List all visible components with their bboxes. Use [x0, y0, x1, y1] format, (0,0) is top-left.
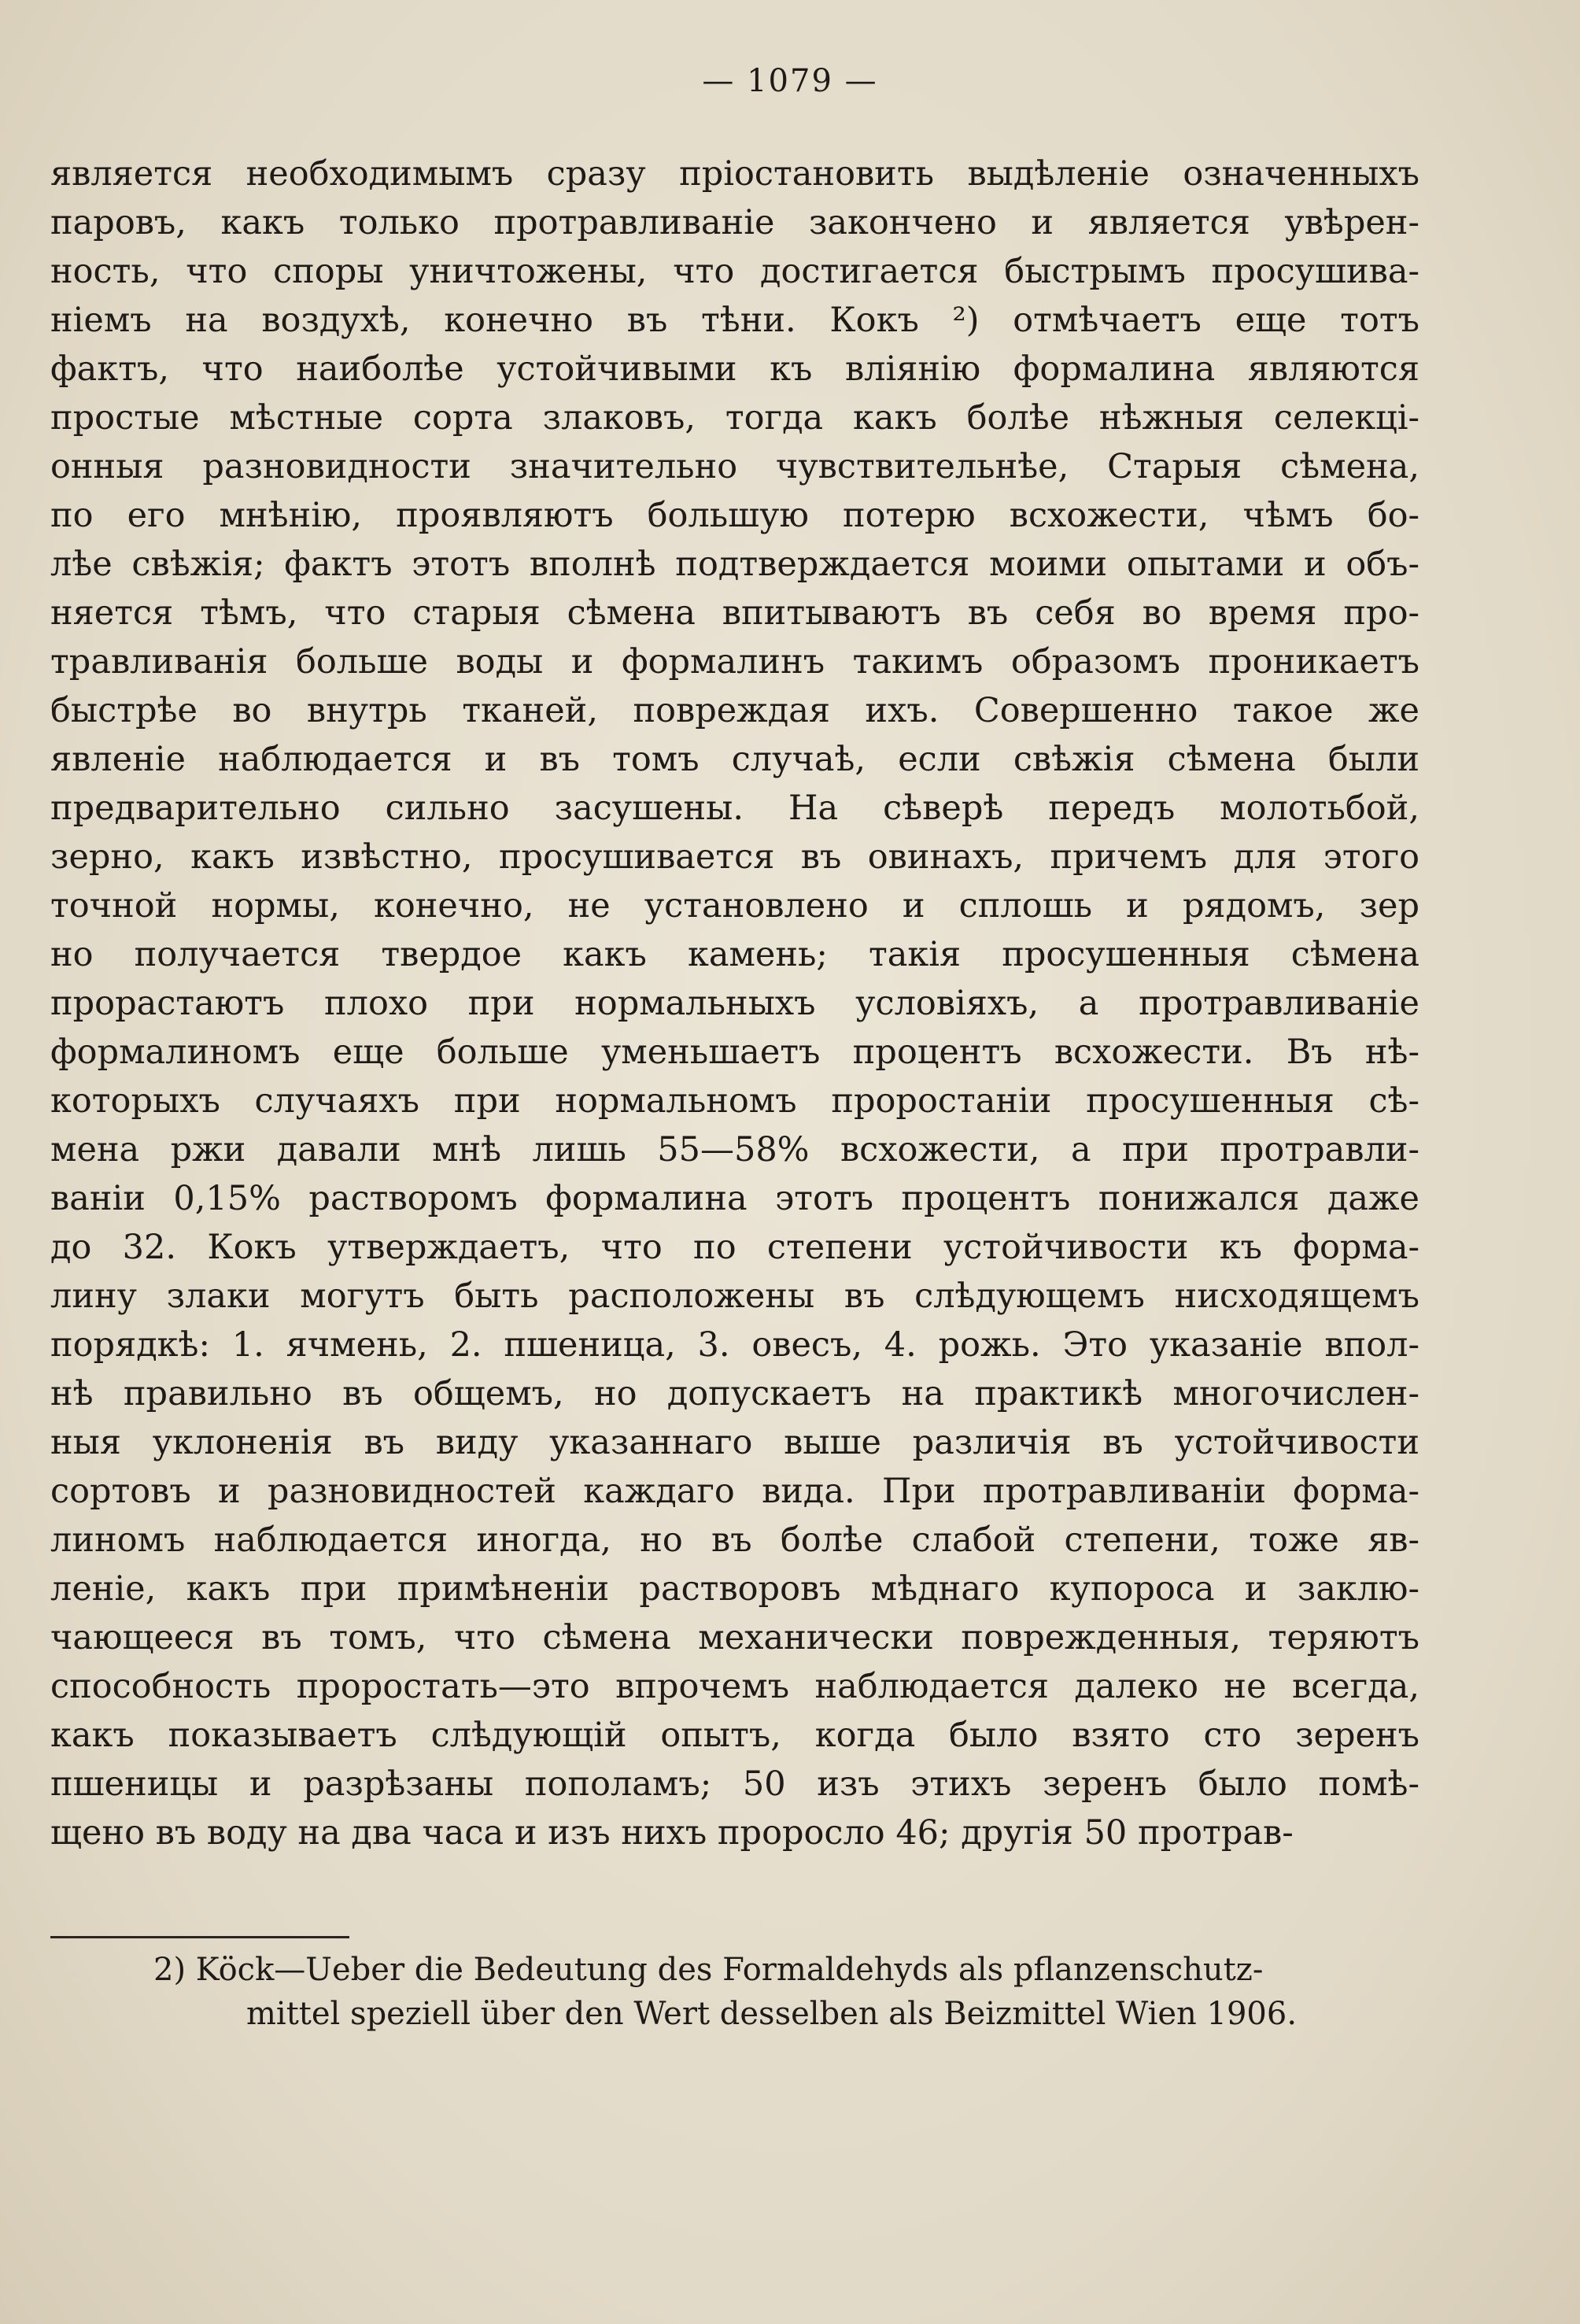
text-line: нѣ правильно въ общемъ, но допускаетъ на практикѣ многочислен-: [50, 1374, 1419, 1413]
text-line: травливанія больше воды и формалинъ такимъ образомъ проникаетъ: [50, 642, 1419, 682]
text-line: какъ показываетъ слѣдующій опытъ, когда было взято сто зеренъ: [50, 1716, 1419, 1755]
text-line: фактъ, что наиболѣе устойчивыми къ вліянію формалина являются: [50, 349, 1419, 389]
text-line: зерно, какъ извѣстно, просушивается въ овинахъ, причемъ для этого: [50, 837, 1419, 877]
text-line: способность проростать—это впрочемъ наблюдается далеко не всегда,: [50, 1667, 1419, 1706]
text-line: предварительно сильно засушены. На сѣверѣ передъ молотьбой,: [50, 789, 1419, 828]
footnote: [153, 1948, 1428, 2036]
text-line: пшеницы и разрѣзаны пополамъ; 50 изъ этихъ зеренъ было помѣ-: [50, 1764, 1419, 1804]
body-text: [50, 150, 1419, 1857]
footnote-line: 2) Köck—Ueber die Bedeutung des Formaldehyds als pflanzenschutz-: [153, 1952, 1264, 1988]
text-line: лину злаки могутъ быть расположены въ слѣдующемъ нисходящемъ: [50, 1277, 1419, 1316]
text-line: леніе, какъ при примѣненіи растворовъ мѣднаго купороса и заклю-: [50, 1569, 1419, 1609]
text-line: щено въ воду на два часа и изъ нихъ проросло 46; другія 50 протрав-: [50, 1813, 1294, 1853]
text-line: но получается твердое какъ камень; такія просушенныя сѣмена: [50, 935, 1419, 974]
text-line: онныя разновидности значительно чувствительнѣе, Старыя сѣмена,: [50, 447, 1419, 486]
footnote-rule: [50, 1936, 349, 1938]
text-line: является необходимымъ сразу пріостановить выдѣленіе означенныхъ: [50, 154, 1419, 194]
text-line: по его мнѣнію, проявляютъ большую потерю всхожести, чѣмъ бо-: [50, 496, 1419, 535]
text-line: явленіе наблюдается и въ томъ случаѣ, если свѣжія сѣмена были: [50, 740, 1419, 779]
text-line: порядкѣ: 1. ячмень, 2. пшеница, 3. овесъ, 4. рожь. Это указаніе впол-: [50, 1325, 1419, 1365]
text-line: няется тѣмъ, что старыя сѣмена впитываютъ въ себя во время про-: [50, 593, 1419, 633]
text-line: чающееся въ томъ, что сѣмена механически поврежденныя, теряютъ: [50, 1618, 1419, 1657]
text-line: быстрѣе во внутрь тканей, повреждая ихъ. Совершенно такое же: [50, 691, 1419, 730]
page-number: — 1079 —: [702, 63, 878, 99]
text-line: точной нормы, конечно, не установлено и сплошь и рядомъ, зер: [50, 886, 1419, 926]
text-line: прорастаютъ плохо при нормальныхъ условіяхъ, а протравливаніе: [50, 984, 1419, 1023]
text-line: ніемъ на воздухѣ, конечно въ тѣни. Кокъ ²) отмѣчаетъ еще тотъ: [50, 301, 1419, 340]
text-line: линомъ наблюдается иногда, но въ болѣе слабой степени, тоже яв-: [50, 1520, 1419, 1560]
text-line: до 32. Кокъ утверждаетъ, что по степени устойчивости къ форма-: [50, 1228, 1419, 1267]
footnote-line: mittel speziell über den Wert desselben als Beizmittel Wien 1906.: [246, 1996, 1298, 2032]
text-line: паровъ, какъ только протравливаніе закончено и является увѣрен-: [50, 203, 1419, 242]
text-line: мена ржи давали мнѣ лишь 55—58% всхожести, а при протравли-: [50, 1130, 1419, 1169]
text-line: ныя уклоненія въ виду указаннаго выше различія въ устойчивости: [50, 1423, 1419, 1462]
text-line: формалиномъ еще больше уменьшаетъ процентъ всхожести. Въ нѣ-: [50, 1033, 1419, 1072]
text-line: которыхъ случаяхъ при нормальномъ проростаніи просушенныя сѣ-: [50, 1081, 1419, 1121]
text-line: ность, что споры уничтожены, что достигается быстрымъ просушива-: [50, 252, 1419, 291]
text-line: ваніи 0,15% растворомъ формалина этотъ процентъ понижался даже: [50, 1179, 1419, 1218]
text-line: простые мѣстные сорта злаковъ, тогда какъ болѣе нѣжныя селекці-: [50, 398, 1419, 438]
text-line: лѣе свѣжія; фактъ этотъ вполнѣ подтверждается моими опытами и объ-: [50, 545, 1419, 584]
text-line: сортовъ и разновидностей каждаго вида. При протравливаніи форма-: [50, 1472, 1419, 1511]
